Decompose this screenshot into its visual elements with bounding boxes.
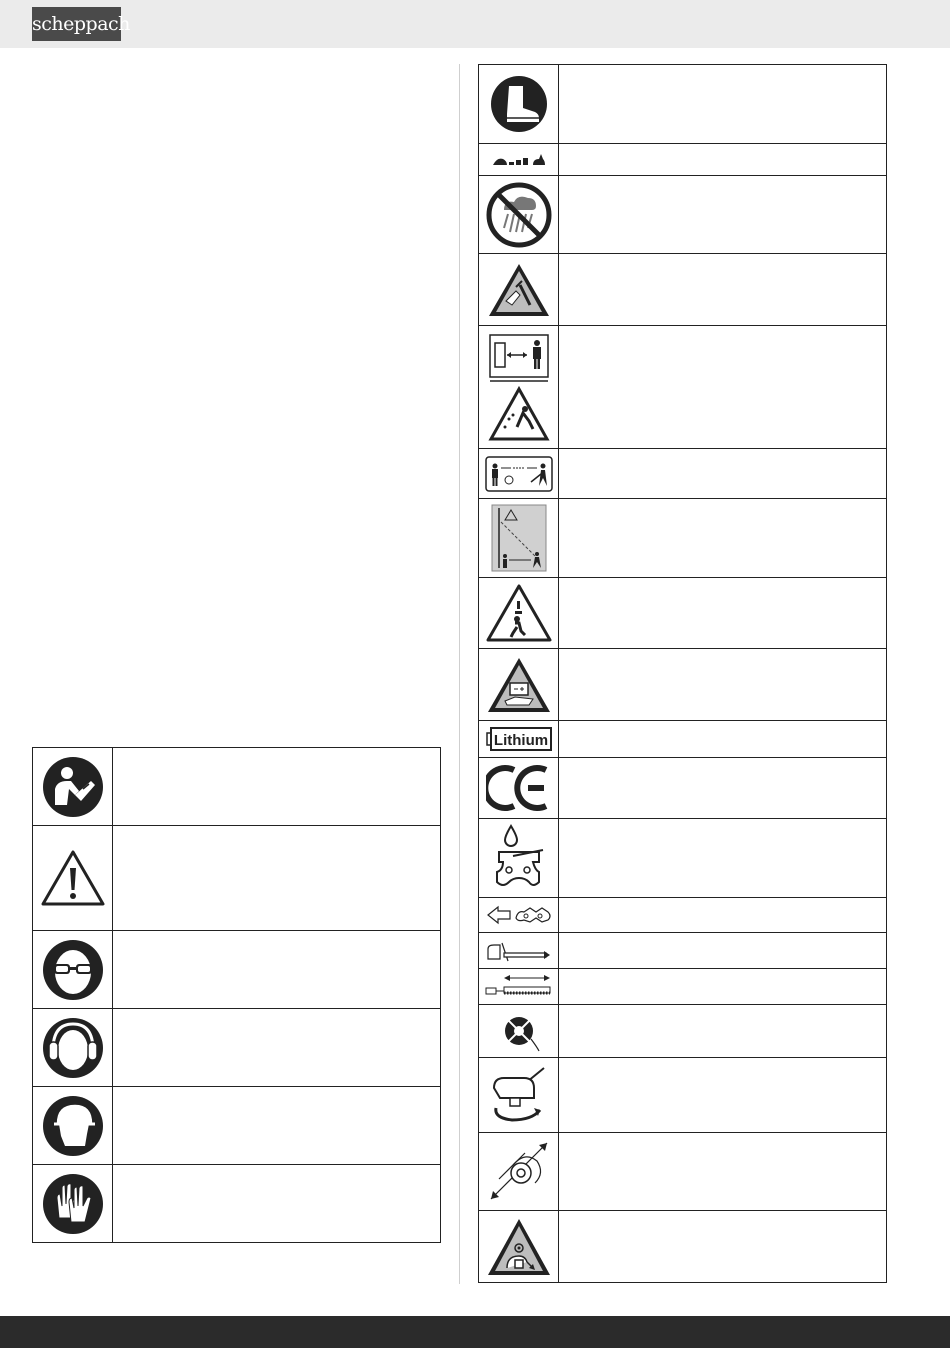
scheppach-logo: scheppach [32, 7, 121, 41]
head-protection-icon [41, 1094, 105, 1158]
table-row [479, 578, 887, 649]
general-warning-icon [39, 848, 107, 908]
cutting-line-icon [485, 1139, 553, 1205]
row-description [559, 1133, 887, 1211]
table-row [479, 758, 887, 819]
pole-saw-length-icon [484, 939, 554, 963]
bystander-distance-icon [485, 456, 553, 492]
row-description [559, 933, 887, 969]
table-row [479, 144, 887, 176]
row-description [113, 748, 441, 826]
footer-bar [0, 1316, 950, 1348]
row-description [559, 176, 887, 254]
table-row [479, 819, 887, 898]
row-description [559, 65, 887, 144]
hedge-trimmer-length-icon [484, 974, 554, 1000]
table-row [33, 931, 441, 1009]
table-row [479, 499, 887, 578]
header-bar [0, 0, 950, 48]
safety-boots-icon [489, 74, 549, 134]
blade-rotation-icon [488, 1064, 550, 1126]
falling-objects-warning-icon [485, 583, 553, 643]
row-description [559, 326, 887, 449]
table-row [33, 748, 441, 826]
row-description [559, 499, 887, 578]
no-rain-icon [486, 182, 552, 248]
read-manual-icon [41, 755, 105, 819]
table-row [479, 65, 887, 144]
row-description [559, 578, 887, 649]
table-row [479, 326, 887, 449]
table-row [479, 898, 887, 933]
eye-protection-icon [41, 938, 105, 1002]
table-row [479, 649, 887, 721]
table-row [33, 1087, 441, 1165]
row-description [559, 1211, 887, 1283]
table-row [479, 1133, 887, 1211]
ce-mark-icon [486, 764, 552, 812]
table-row [479, 721, 887, 758]
row-description [559, 721, 887, 758]
row-description [559, 1058, 887, 1133]
row-description [559, 1005, 887, 1058]
column-divider [459, 64, 460, 1284]
row-description [559, 758, 887, 819]
hand-cutting-warning-icon [486, 261, 552, 319]
row-description [559, 649, 887, 721]
battery-warning-icon [485, 655, 553, 715]
trimmer-head-icon [497, 1009, 541, 1053]
speed-turtle-rabbit-icon [491, 153, 547, 167]
row-description [113, 1165, 441, 1243]
chain-oil-icon [489, 822, 549, 894]
ear-protection-icon [41, 1016, 105, 1080]
row-description [113, 1009, 441, 1087]
power-line-distance-icon [491, 504, 547, 572]
chain-direction-icon [484, 904, 554, 926]
table-row [479, 933, 887, 969]
table-row [479, 176, 887, 254]
table-row [479, 449, 887, 499]
row-description [113, 1087, 441, 1165]
protective-gloves-icon [41, 1172, 105, 1236]
keep-distance-thrown-objects-icon [487, 331, 551, 443]
row-description [559, 969, 887, 1005]
row-description [559, 819, 887, 898]
table-row [479, 969, 887, 1005]
table-row [479, 254, 887, 326]
rotating-head-warning-icon [485, 1216, 553, 1278]
table-row [33, 826, 441, 931]
table-row [479, 1211, 887, 1283]
table-row [33, 1009, 441, 1087]
table-row [479, 1005, 887, 1058]
row-description [559, 449, 887, 499]
row-description [559, 254, 887, 326]
row-description [113, 826, 441, 931]
left-symbol-table [32, 747, 441, 1243]
lithium-label: Lithium [493, 732, 548, 749]
table-row [33, 1165, 441, 1243]
table-row [479, 1058, 887, 1133]
row-description [559, 898, 887, 933]
row-description [559, 144, 887, 176]
lithium-battery-icon [486, 727, 552, 751]
right-symbol-table [478, 64, 887, 1283]
row-description [113, 931, 441, 1009]
